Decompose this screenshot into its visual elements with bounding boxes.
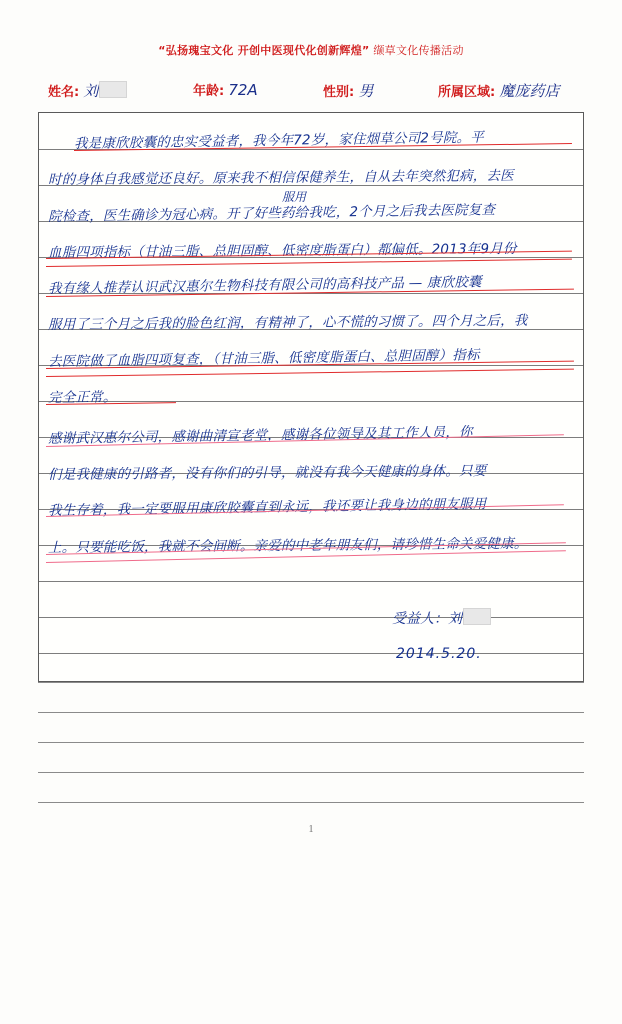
rule-line — [39, 581, 583, 582]
rule-line — [38, 802, 584, 803]
handwritten-line-5: 我有缘人推荐认识武汉惠尔生物科技有限公司的高科技产品 — 康欣胶囊 — [47, 274, 482, 297]
rule-line — [39, 401, 583, 402]
handwritten-line-9: 感谢武汉惠尔公司，感谢曲清宣老堂，感谢各位领导及其工作人员，你 — [47, 424, 473, 447]
form-field-row — [48, 76, 576, 102]
field-gender — [323, 80, 373, 101]
field-name — [48, 80, 127, 101]
handwritten-line-4: 血脂四项指标（甘油三脂、总胆固醇、低密度脂蛋白）都偏低。2013年9月份 — [47, 240, 517, 261]
ruled-writing-sheet — [38, 112, 584, 682]
handwritten-line-6: 服用了三个月之后我的脸色红润，有精神了，心不慌的习惯了。四个月之后，我 — [47, 312, 528, 333]
redaction-block-signature — [463, 608, 491, 625]
field-region-label: 所属区域: — [438, 85, 496, 100]
signature-label: 受益人：刘 — [392, 611, 462, 627]
field-gender-label: 性别: — [323, 85, 355, 100]
banner-quoted-title: “弘扬瑰宝文化 开创中医现代化创新辉煌” — [158, 44, 370, 57]
field-name-label: 姓名: — [48, 85, 80, 100]
handwritten-line-7: 去医院做了血脂四项复查，（甘油三脂、低密度脂蛋白、总胆固醇）指标 — [47, 347, 480, 370]
rule-line — [39, 617, 583, 618]
interlinear-annotation: 服用 — [282, 190, 307, 204]
rule-line — [38, 772, 584, 773]
field-gender-value: 男 — [358, 82, 374, 100]
document-banner — [0, 42, 622, 58]
field-name-value: 刘 — [83, 82, 99, 100]
page-number: 1 — [308, 824, 314, 835]
field-age-value: 72A — [228, 81, 258, 99]
banner-suffix: 缬草文化传播活动 — [373, 44, 464, 57]
handwritten-line-3: 院检查，医生确诊为冠心病。开了好些药给我吃，2个月之后我去医院复查 — [47, 201, 496, 225]
field-region-value: 魔庞药店 — [499, 82, 560, 100]
handwritten-line-10: 们是我健康的引路者，没有你们的引导，就没有我今天健康的身体。只要 — [47, 463, 487, 483]
field-age-label: 年龄: — [193, 84, 225, 99]
signature-date: 2014.5.20. — [396, 646, 482, 662]
handwritten-line-2: 时的身体自我感觉还良好。原来我不相信保健养生，自从去年突然犯病，去医 — [47, 167, 514, 188]
handwritten-line-11: 我生存着，我一定要服用康欣胶囊直到永远，我还要让我身边的朋友服用 — [47, 496, 487, 519]
field-age — [193, 80, 258, 99]
field-region — [438, 80, 559, 101]
rule-line — [38, 712, 584, 713]
ruled-lines-lower — [38, 682, 584, 804]
signature-line — [392, 608, 491, 628]
rule-line — [39, 653, 583, 654]
handwritten-line-1: 我是康欣胶囊的忠实受益者，我今年72岁，家住烟草公司2号院。平 — [73, 129, 485, 152]
redaction-block-name — [99, 81, 127, 98]
handwritten-line-12: 上。只要能吃饭，我就不会间断。亲爱的中老年朋友们，请珍惜生命关爱健康。 — [47, 535, 528, 556]
handwritten-line-8: 完全正常。 — [47, 389, 117, 406]
rule-line — [38, 742, 584, 743]
rule-line — [38, 682, 584, 683]
